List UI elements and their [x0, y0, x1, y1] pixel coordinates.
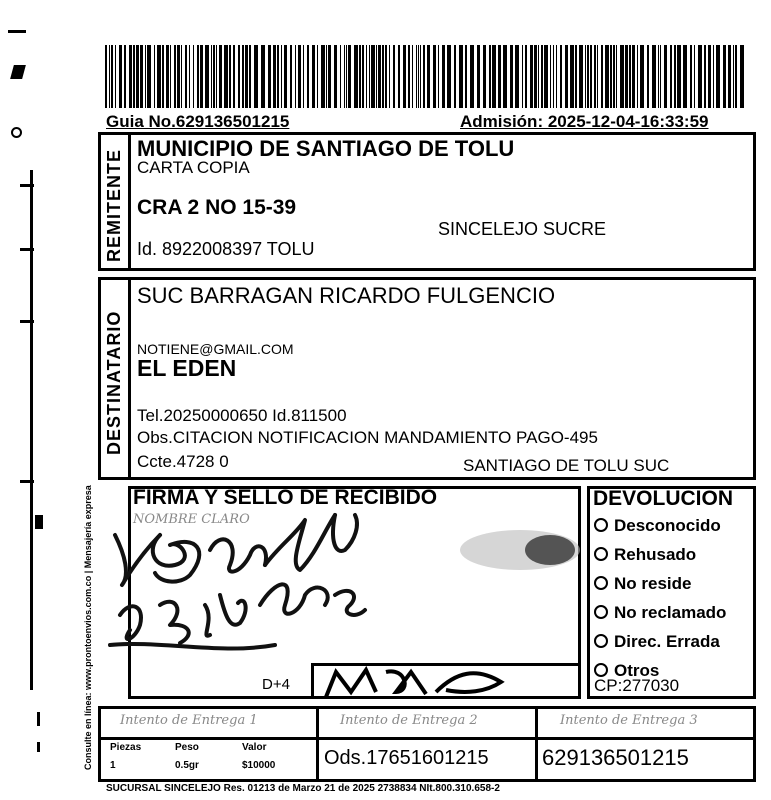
barcode-bar	[616, 45, 617, 108]
barcode-bar	[124, 45, 126, 108]
barcode-bar	[698, 45, 702, 108]
valor-label: Valor	[242, 742, 267, 753]
barcode-bar	[133, 45, 135, 108]
barcode-bar	[492, 45, 496, 108]
barcode-bar	[587, 45, 589, 108]
barcode-bar	[423, 45, 425, 108]
remitente-id: Id. 8922008397 TOLU	[137, 239, 315, 259]
barcode-bar	[652, 45, 656, 108]
barcode-bar	[447, 45, 451, 108]
option-no-reside[interactable]: No reside	[594, 574, 726, 594]
barcode-bar	[105, 45, 107, 108]
barcode-bar	[162, 45, 164, 108]
destinatario-email: NOTIENE@GMAIL.COM	[137, 341, 294, 357]
barcode-bar	[534, 45, 537, 108]
barcode-bar	[416, 45, 417, 108]
barcode-bar	[525, 45, 527, 108]
barcode-bar	[620, 45, 624, 108]
remitente-subtitle: CARTA COPIA	[137, 158, 250, 177]
circle-icon	[594, 634, 608, 648]
barcode-bar	[585, 45, 586, 108]
intento-3: Intento de Entrega 3	[560, 713, 698, 728]
barcode-bar	[326, 45, 327, 108]
barcode-bar	[346, 45, 347, 108]
shipment-divider-1	[316, 737, 319, 782]
barcode-bar	[640, 45, 644, 108]
barcode-bar	[140, 45, 143, 108]
circle-icon	[594, 547, 608, 561]
barcode-bar	[538, 45, 539, 108]
barcode-bar	[147, 45, 151, 108]
destinatario-place: EL EDEN	[137, 355, 237, 381]
barcode-bar	[181, 45, 182, 108]
barcode-bar	[565, 45, 568, 108]
option-rehusado[interactable]: Rehusado	[594, 545, 726, 565]
intentos-divider-2	[535, 706, 538, 740]
guia-number-bottom: 629136501215	[542, 745, 689, 770]
remitente-address: CRA 2 NO 15-39	[137, 196, 297, 219]
barcode-bar	[550, 45, 551, 108]
barcode-bar	[174, 45, 176, 108]
option-direc-errada[interactable]: Direc. Errada	[594, 632, 726, 652]
barcode-bar	[298, 45, 301, 108]
barcode-bar	[213, 45, 215, 108]
barcode-bar	[281, 45, 282, 108]
barcode-bar	[211, 45, 212, 108]
barcode-bar	[690, 45, 692, 108]
stamp-scribble	[316, 662, 516, 700]
barcode-bar	[637, 45, 638, 108]
barcode-bar	[541, 45, 543, 108]
footer-text: SUCURSAL SINCELEJO Res. 01213 de Marzo 21 de 2025 2738834 NIt.800.310.658-2	[106, 783, 500, 794]
barcode-bar	[489, 45, 491, 108]
option-no-reclamado[interactable]: No reclamado	[594, 603, 726, 623]
barcode-bar	[277, 45, 279, 108]
circle-icon	[594, 576, 608, 590]
barcode-bar	[200, 45, 203, 108]
barcode-bar	[613, 45, 615, 108]
barcode-bar	[442, 45, 445, 108]
barcode-bar	[354, 45, 358, 108]
barcode-bar	[185, 45, 187, 108]
barcode-bar	[713, 45, 714, 108]
barcode-bar	[382, 45, 384, 108]
d4-label: D+4	[262, 676, 290, 693]
barcode-bar	[268, 45, 271, 108]
barcode-bar	[109, 45, 110, 108]
barcode-bar	[312, 45, 315, 108]
peso-label: Peso	[175, 742, 199, 753]
barcode-bar	[369, 45, 370, 108]
barcode-bar	[321, 45, 325, 108]
barcode-bar	[522, 45, 523, 108]
barcode-bar	[295, 45, 296, 108]
barcode-bar	[385, 45, 387, 108]
barcode-bar	[284, 45, 287, 108]
barcode-bar	[307, 45, 309, 108]
barcode-bar	[193, 45, 194, 108]
barcode-bar	[229, 45, 231, 108]
devolucion-cp: CP:277030	[594, 676, 680, 695]
barcode-bar	[483, 45, 486, 108]
barcode-bar	[575, 45, 577, 108]
barcode-bar	[459, 45, 463, 108]
barcode-bar	[273, 45, 276, 108]
barcode-bar	[632, 45, 635, 108]
circle-icon	[594, 518, 608, 532]
barcode-bar	[197, 45, 199, 108]
barcode-bar	[605, 45, 609, 108]
barcode-bar	[129, 45, 132, 108]
barcode-bar	[224, 45, 228, 108]
barcode-bar	[544, 45, 548, 108]
barcode-bar	[340, 45, 341, 108]
barcode-bar	[177, 45, 180, 108]
barcode-bar	[454, 45, 456, 108]
barcode-bar	[362, 45, 364, 108]
barcode-bar	[216, 45, 217, 108]
barcode-bar	[594, 45, 596, 108]
margin-marks	[0, 0, 60, 800]
option-desconocido[interactable]: Desconocido	[594, 516, 726, 536]
devolucion-options	[594, 516, 726, 681]
barcode-bar	[629, 45, 631, 108]
barcode-bar	[348, 45, 351, 108]
circle-icon	[594, 605, 608, 619]
barcode-bar	[366, 45, 367, 108]
destinatario-label: DESTINATARIO	[104, 310, 124, 455]
barcode-bar	[647, 45, 649, 108]
barcode-bar	[418, 45, 419, 108]
barcode-bar	[238, 45, 240, 108]
barcode-bar	[115, 45, 116, 108]
destinatario-divider	[128, 277, 131, 480]
barcode-bar	[398, 45, 400, 108]
remitente-name: MUNICIPIO DE SANTIAGO DE TOLU	[137, 136, 515, 161]
barcode-bar	[219, 45, 222, 108]
barcode-bar	[245, 45, 248, 108]
barcode-bar	[433, 45, 436, 108]
circle-icon	[594, 663, 608, 677]
barcode-bar	[290, 45, 292, 108]
destinatario-ccte: Ccte.4728 0	[137, 452, 229, 471]
barcode-bar	[371, 45, 375, 108]
barcode-bar	[579, 45, 583, 108]
barcode-bar	[157, 45, 161, 108]
destinatario-obs: Obs.CITACION NOTIFICACION MANDAMIENTO PAGO-495	[137, 428, 598, 447]
destinatario-tel: Tel.20250000650 Id.811500	[137, 406, 347, 425]
barcode-bar	[470, 45, 474, 108]
barcode-bar	[530, 45, 533, 108]
barcode-bar	[477, 45, 480, 108]
barcode-bar	[610, 45, 612, 108]
barcode-bar	[389, 45, 390, 108]
barcode-bar	[670, 45, 672, 108]
destinatario-name: SUC BARRAGAN RICARDO FULGENCIO	[137, 283, 556, 308]
admision-timestamp: Admisión: 2025-12-04-16:33:59	[460, 112, 709, 131]
barcode-bar	[154, 45, 155, 108]
stamp-smudge	[440, 515, 580, 585]
barcode-bar	[249, 45, 251, 108]
ods-number: Ods.17651601215	[324, 747, 489, 769]
peso-value: 0.5gr	[175, 760, 199, 771]
barcode-bar	[503, 45, 507, 108]
barcode-bar	[166, 45, 169, 108]
barcode-bar	[674, 45, 676, 108]
barcode-bar	[625, 45, 628, 108]
barcode-bar	[658, 45, 659, 108]
barcode-bar	[553, 45, 554, 108]
barcode-bar	[334, 45, 337, 108]
barcode-bar	[317, 45, 318, 108]
barcode-bar	[408, 45, 410, 108]
barcode-bar	[740, 45, 744, 108]
option-otros[interactable]: Otros	[594, 661, 726, 681]
barcode-bar	[233, 45, 235, 108]
barcode-bar	[660, 45, 661, 108]
barcode-bar	[708, 45, 711, 108]
barcode-bar	[601, 45, 603, 108]
piezas-value: 1	[110, 760, 116, 771]
barcode-bar	[412, 45, 413, 108]
barcode-bar	[328, 45, 331, 108]
side-consult-text: Consulte en línea: www.prontoenvios.com.co | Mensajería expresa	[83, 485, 93, 770]
barcode-bar	[728, 45, 731, 108]
barcode-bar	[704, 45, 706, 108]
intento-1: Intento de Entrega 1	[120, 713, 258, 728]
barcode-bar	[498, 45, 501, 108]
barcode-bar	[664, 45, 667, 108]
barcode-bar	[344, 45, 345, 108]
barcode-bar	[515, 45, 519, 108]
barcode-bar	[694, 45, 695, 108]
barcode-bar	[590, 45, 592, 108]
barcode-bar	[403, 45, 406, 108]
guia-number: Guia No.629136501215	[106, 112, 290, 131]
shipment-divider-2	[535, 737, 538, 782]
barcode-bar	[242, 45, 244, 108]
remitente-label: REMITENTE	[104, 148, 124, 262]
barcode-bar	[136, 45, 139, 108]
remitente-city: SINCELEJO SUCRE	[438, 219, 607, 239]
barcode-bar	[170, 45, 171, 108]
barcode-bar	[261, 45, 265, 108]
barcode-bar	[570, 45, 574, 108]
barcode-bar	[465, 45, 467, 108]
barcode-bar	[393, 45, 395, 108]
barcode	[105, 45, 755, 108]
destinatario-destination: SANTIAGO DE TOLU SUC	[463, 456, 670, 475]
barcode-bar	[119, 45, 122, 108]
piezas-label: Piezas	[110, 742, 142, 753]
barcode-bar	[556, 45, 557, 108]
barcode-bar	[716, 45, 720, 108]
devolucion-title: DEVOLUCION	[593, 487, 734, 510]
barcode-bar	[254, 45, 258, 108]
remitente-divider	[128, 132, 131, 271]
barcode-bar	[378, 45, 381, 108]
intento-2: Intento de Entrega 2	[340, 713, 478, 728]
barcode-bar	[733, 45, 734, 108]
barcode-bar	[111, 45, 113, 108]
barcode-bar	[420, 45, 421, 108]
barcode-bar	[359, 45, 361, 108]
barcode-bar	[376, 45, 377, 108]
barcode-bar	[427, 45, 430, 108]
barcode-bar	[597, 45, 598, 108]
barcode-bar	[510, 45, 513, 108]
nombre-claro-label: NOMBRE CLARO	[133, 512, 250, 527]
barcode-bar	[723, 45, 726, 108]
barcode-bar	[205, 45, 209, 108]
barcode-bar	[735, 45, 737, 108]
barcode-bar	[560, 45, 562, 108]
valor-value: $10000	[242, 760, 276, 771]
intentos-divider-1	[316, 706, 319, 740]
barcode-bar	[189, 45, 190, 108]
barcode-bar	[145, 45, 146, 108]
barcode-bar	[683, 45, 687, 108]
barcode-bar	[438, 45, 439, 108]
firma-title: FIRMA Y SELLO DE RECIBIDO	[133, 486, 438, 509]
barcode-bar	[677, 45, 681, 108]
barcode-bar	[303, 45, 304, 108]
